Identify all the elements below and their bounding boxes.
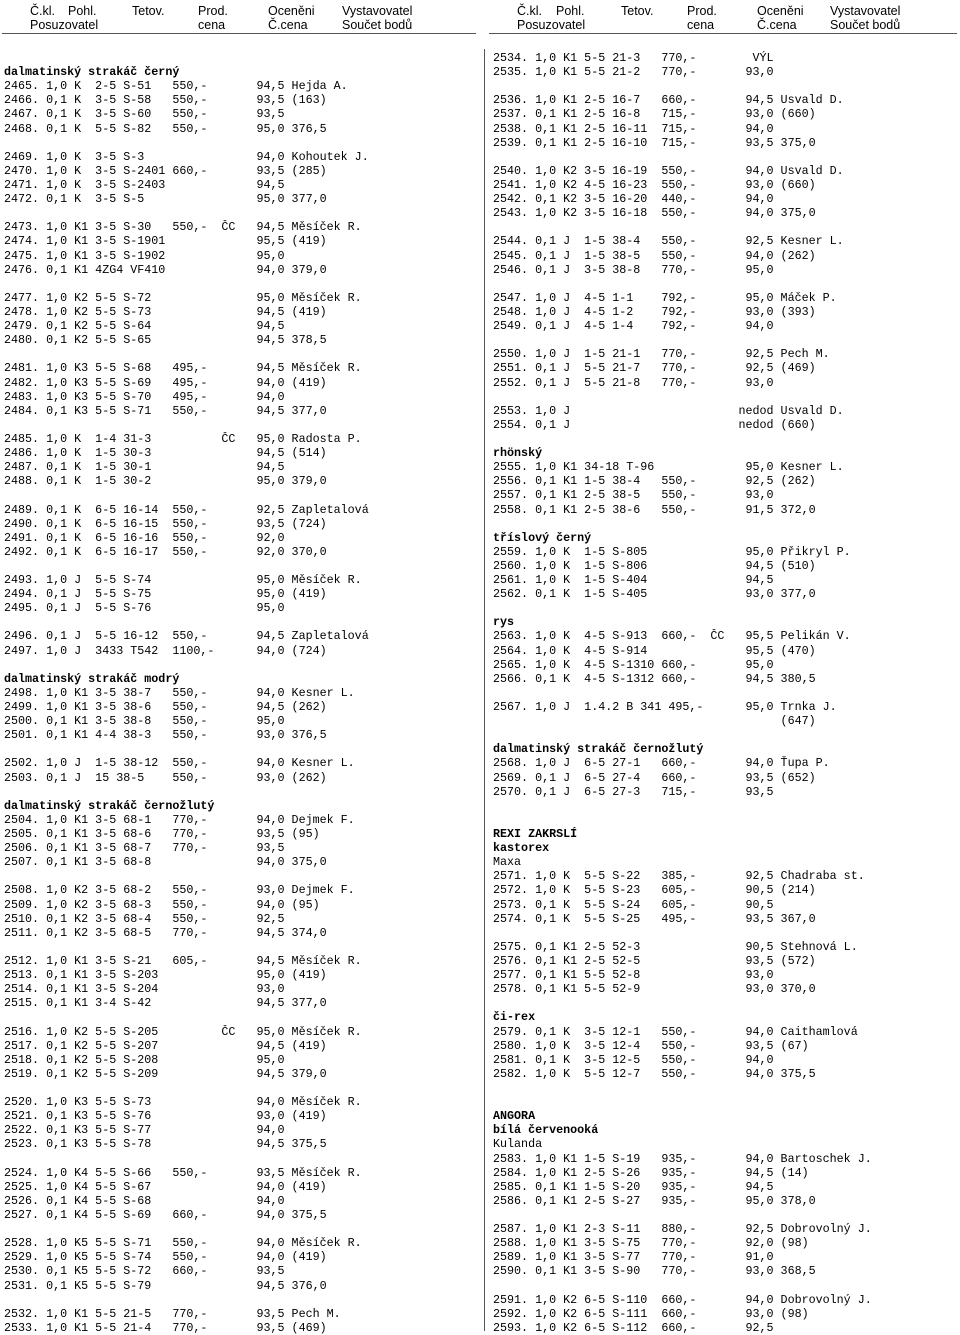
section-heading: dalmatinský strakáč černožlutý — [4, 798, 215, 813]
header-posuzovatel: Posuzovatel — [517, 18, 586, 32]
header-soucet-bodu: Součet bodů — [342, 18, 413, 32]
header-vystavovatel: Vystavovatel — [830, 4, 901, 18]
entry-row: 2578. 0,1 K1 5-5 52-9 93,0 370,0 — [493, 982, 816, 997]
entry-row: 2509. 1,0 K2 3-5 68-3 550,- 94,0 (95) — [4, 897, 320, 912]
listing-left-column — [4, 51, 476, 1335]
entry-row: 2506. 0,1 K1 3-5 68-7 770,- 93,5 — [4, 841, 285, 856]
entry-row: 2492. 0,1 K 6-5 16-17 550,- 92,0 370,0 — [4, 544, 327, 559]
header-posuzovatel: Posuzovatel — [30, 18, 99, 32]
entry-row: 2569. 0,1 J 6-5 27-4 660,- 93,5 (652) — [493, 770, 816, 785]
spacer — [4, 51, 476, 65]
entry-row: 2494. 0,1 J 5-5 S-75 95,0 (419) — [4, 587, 327, 602]
entry-row: 2511. 0,1 K2 3-5 68-5 770,- 94,5 374,0 — [4, 925, 327, 940]
section-heading: ANGORA — [493, 1109, 536, 1124]
entry-row: 2531. 0,1 K5 5-5 S-79 94,5 376,0 — [4, 1278, 327, 1293]
spacer — [4, 347, 476, 361]
entry-row: 2539. 0,1 K1 2-5 16-10 715,- 93,5 375,0 — [493, 135, 816, 150]
spacer — [493, 926, 955, 940]
column-divider — [484, 49, 485, 1331]
entry-row: 2590. 0,1 K1 3-5 S-90 770,- 93,0 368,5 — [493, 1264, 816, 1279]
entry-row: 2534. 1,0 K1 5-5 21-3 770,- VÝL — [493, 51, 774, 65]
header-pohlavi: Pohl. — [556, 4, 585, 18]
entry-row: 2559. 1,0 K 1-5 S-805 95,0 Přikryl P. — [493, 544, 851, 559]
entry-row: 2589. 1,0 K1 3-5 S-77 770,- 91,0 — [493, 1250, 774, 1265]
entry-row: 2504. 1,0 K1 3-5 68-1 770,- 94,0 Dejmek F. — [4, 812, 355, 827]
entry-row: 2527. 0,1 K4 5-5 S-69 660,- 94,0 375,5 — [4, 1207, 327, 1222]
spacer — [493, 390, 955, 404]
entry-row: 2483. 1,0 K3 5-5 S-70 495,- 94,0 — [4, 389, 285, 404]
entry-row: 2591. 1,0 K2 6-5 S-110 660,- 94,0 Dobrovolný J. — [493, 1292, 872, 1307]
header-cena: cena — [198, 18, 226, 32]
entry-row: 2479. 0,1 K2 5-5 S-64 94,5 — [4, 319, 285, 334]
spacer — [4, 1222, 476, 1236]
entry-row: 2592. 1,0 K2 6-5 S-111 660,- 93,0 (98) — [493, 1306, 809, 1321]
entry-row: 2522. 0,1 K3 5-5 S-77 94,0 — [4, 1123, 285, 1138]
spacer — [4, 785, 476, 799]
entry-row: 2503. 0,1 J 15 38-5 550,- 93,0 (262) — [4, 770, 327, 785]
spacer — [493, 996, 955, 1010]
spacer — [4, 940, 476, 954]
entry-row: 2568. 1,0 J 6-5 27-1 660,- 94,0 Ťupa P. — [493, 756, 830, 771]
entry-row: 2552. 0,1 J 5-5 21-8 770,- 93,0 — [493, 375, 774, 390]
entry-row: 2521. 0,1 K3 5-5 S-76 93,0 (419) — [4, 1109, 327, 1124]
spacer — [4, 1010, 476, 1024]
spacer — [4, 1081, 476, 1095]
entry-row: 2499. 1,0 K1 3-5 38-6 550,- 94,5 (262) — [4, 700, 327, 715]
entry-row: 2524. 1,0 K4 5-5 S-66 550,- 93,5 Měsíček R. — [4, 1165, 362, 1180]
listing-right-column — [493, 51, 955, 1335]
entry-row: 2542. 0,1 K2 3-5 16-20 440,- 94,0 — [493, 192, 774, 207]
entry-row: 2587. 1,0 K1 2-3 S-11 880,- 92,5 Dobrovolný J. — [493, 1222, 872, 1237]
entry-row: 2500. 0,1 K1 3-5 38-8 550,- 95,0 — [4, 714, 285, 729]
entry-row: 2563. 1,0 K 4-5 S-913 660,- ČC 95,5 Pelikán V. — [493, 629, 851, 644]
spacer — [493, 728, 955, 742]
spacer — [493, 601, 955, 615]
entry-row: 2476. 0,1 K1 4ZG4 VF410 94,0 379,0 — [4, 262, 327, 277]
entry-row: 2546. 0,1 J 3-5 38-8 770,- 95,0 — [493, 262, 774, 277]
entry-row: 2487. 0,1 K 1-5 30-1 94,5 — [4, 460, 285, 475]
entry-row: 2465. 1,0 K 2-5 S-51 550,- 94,5 Hejda A. — [4, 79, 348, 94]
entry-row: 2575. 0,1 K1 2-5 52-3 90,5 Stehnová L. — [493, 939, 858, 954]
spacer — [493, 517, 955, 531]
spacer — [493, 686, 955, 700]
entry-row: 2518. 0,1 K2 5-5 S-208 95,0 — [4, 1052, 285, 1067]
header-cislo-klece: Č.kl. — [30, 4, 55, 18]
entry-row: 2588. 1,0 K1 3-5 S-75 770,- 92,0 (98) — [493, 1236, 809, 1251]
header-prodejni: Prod. — [687, 4, 717, 18]
entry-row: 2570. 0,1 J 6-5 27-3 715,- 93,5 — [493, 784, 774, 799]
entry-row: 2530. 0,1 K5 5-5 S-72 660,- 93,5 — [4, 1264, 285, 1279]
spacer — [493, 220, 955, 234]
entry-row: 2532. 1,0 K1 5-5 21-5 770,- 93,5 Pech M. — [4, 1306, 341, 1321]
entry-row: 2535. 1,0 K1 5-5 21-2 770,- 93,0 — [493, 65, 774, 80]
entry-row: 2593. 1,0 K2 6-5 S-112 660,- 92,5 — [493, 1320, 774, 1335]
entry-row: 2529. 1,0 K5 5-5 S-74 550,- 94,0 (419) — [4, 1250, 327, 1265]
entry-row: 2471. 1,0 K 3-5 S-2403 94,5 — [4, 177, 285, 192]
header-pohlavi: Pohl. — [68, 4, 97, 18]
entry-row: 2551. 0,1 J 5-5 21-7 770,- 92,5 (469) — [493, 361, 816, 376]
spacer — [4, 559, 476, 573]
entry-row: 2501. 0,1 K1 4-4 38-3 550,- 93,0 376,5 — [4, 728, 327, 743]
header-tetovani: Tetov. — [132, 4, 165, 18]
entry-row: 2517. 0,1 K2 5-5 S-207 94,5 (419) — [4, 1038, 327, 1053]
entry-row: 2481. 1,0 K3 5-5 S-68 495,- 94,5 Měsíček R. — [4, 361, 362, 376]
entry-row: 2558. 0,1 K1 2-5 38-6 550,- 91,5 372,0 — [493, 502, 816, 517]
entry-row: 2498. 1,0 K1 3-5 38-7 550,- 94,0 Kesner L. — [4, 685, 355, 700]
entry-row: 2544. 0,1 J 1-5 38-4 550,- 92,5 Kesner L. — [493, 234, 844, 249]
entry-row: 2564. 1,0 K 4-5 S-914 95,5 (470) — [493, 643, 816, 658]
entry-row: 2489. 0,1 K 6-5 16-14 550,- 92,5 Zapletalová — [4, 502, 369, 517]
section-heading: rhönský — [493, 446, 543, 461]
entry-row: 2469. 1,0 K 3-5 S-3 94,0 Kohoutek J. — [4, 149, 369, 164]
entry-row: 2574. 0,1 K 5-5 S-25 495,- 93,5 367,0 — [493, 911, 816, 926]
spacer — [493, 1095, 955, 1109]
header-vystavovatel: Vystavovatel — [342, 4, 413, 18]
entry-row: 2514. 0,1 K1 3-5 S-204 93,0 — [4, 982, 285, 997]
entry-row: 2553. 1,0 J nedod Usvald D. — [493, 403, 844, 418]
entry-row: 2505. 0,1 K1 3-5 68-6 770,- 93,5 (95) — [4, 827, 320, 842]
section-heading: dalmatinský strakáč modrý — [4, 671, 180, 686]
entry-row: 2508. 1,0 K2 3-5 68-2 550,- 93,0 Dejmek F. — [4, 883, 355, 898]
entry-row: 2577. 0,1 K1 5-5 52-8 93,0 — [493, 968, 774, 983]
entry-row: 2515. 0,1 K1 3-4 S-42 94,5 377,0 — [4, 996, 327, 1011]
header-c-cena: Č.cena — [268, 18, 308, 32]
entry-row: 2543. 1,0 K2 3-5 16-18 550,- 94,0 375,0 — [493, 206, 816, 221]
header-oceneni: Oceněni — [757, 4, 804, 18]
entry-row: 2482. 1,0 K3 5-5 S-69 495,- 94,0 (419) — [4, 375, 327, 390]
spacer — [493, 1081, 955, 1095]
entry-row: 2467. 0,1 K 3-5 S-60 550,- 93,5 — [4, 107, 285, 122]
column-header-left — [2, 3, 476, 34]
entry-row: 2497. 1,0 J 3433 T542 1100,- 94,0 (724) — [4, 643, 327, 658]
entry-row: 2526. 0,1 K4 5-5 S-68 94,0 — [4, 1193, 285, 1208]
entry-row: 2477. 1,0 K2 5-5 S-72 95,0 Měsíček R. — [4, 290, 362, 305]
entry-row: 2507. 0,1 K1 3-5 68-8 94,0 375,0 — [4, 855, 327, 870]
entry-row: 2519. 0,1 K2 5-5 S-209 94,5 379,0 — [4, 1066, 327, 1081]
section-heading: dalmatinský strakáč černý — [4, 65, 180, 80]
entry-row: 2555. 1,0 K1 34-18 T-96 95,0 Kesner L. — [493, 460, 844, 475]
entry-row: 2472. 0,1 K 3-5 S-5 95,0 377,0 — [4, 192, 327, 207]
spacer — [493, 333, 955, 347]
spacer — [4, 136, 476, 150]
entry-row: 2486. 1,0 K 1-5 30-3 94,5 (514) — [4, 446, 327, 461]
entry-row: 2573. 0,1 K 5-5 S-24 605,- 90,5 — [493, 897, 774, 912]
entry-row: 2567. 1,0 J 1.4.2 B 341 495,- 95,0 Trnka J. — [493, 700, 837, 715]
spacer — [4, 869, 476, 883]
entry-row: 2561. 1,0 K 1-5 S-404 94,5 — [493, 573, 774, 588]
entry-row: 2523. 0,1 K3 5-5 S-78 94,5 375,5 — [4, 1137, 327, 1152]
entry-row: 2528. 1,0 K5 5-5 S-71 550,- 94,0 Měsíček R. — [4, 1236, 362, 1251]
entry-row: 2478. 1,0 K2 5-5 S-73 94,5 (419) — [4, 304, 327, 319]
entry-row: 2533. 1,0 K1 5-5 21-4 770,- 93,5 (469) — [4, 1320, 327, 1335]
spacer — [4, 615, 476, 629]
entry-row: 2576. 0,1 K1 2-5 52-5 93,5 (572) — [493, 954, 816, 968]
entry-row: 2484. 0,1 K3 5-5 S-71 550,- 94,5 377,0 — [4, 403, 327, 418]
entry-row: 2579. 0,1 K 3-5 12-1 550,- 94,0 Caithamlová — [493, 1024, 858, 1039]
spacer — [493, 1208, 955, 1222]
entry-row: 2485. 1,0 K 1-4 31-3 ČC 95,0 Radosta P. — [4, 431, 362, 446]
entry-row: 2470. 1,0 K 3-5 S-2401 660,- 93,5 (285) — [4, 163, 327, 178]
spacer — [4, 488, 476, 502]
entry-row: 2480. 0,1 K2 5-5 S-65 94,5 378,5 — [4, 333, 327, 348]
entry-row: 2493. 1,0 J 5-5 S-74 95,0 Měsíček R. — [4, 573, 362, 588]
entry-row: 2541. 1,0 K2 4-5 16-23 550,- 93,0 (660) — [493, 177, 816, 192]
spacer — [493, 799, 955, 813]
column-header-right — [489, 3, 957, 34]
entry-row: 2554. 0,1 J nedod (660) — [493, 417, 816, 432]
entry-row: 2495. 0,1 J 5-5 S-76 95,0 — [4, 601, 285, 616]
header-oceneni: Oceněni — [268, 4, 315, 18]
section-heading: bílá červenooká — [493, 1123, 599, 1138]
entry-row: 2580. 1,0 K 3-5 12-4 550,- 93,5 (67) — [493, 1038, 809, 1053]
entry-row: 2512. 1,0 K1 3-5 S-21 605,- 94,5 Měsíček R. — [4, 954, 362, 968]
entry-row: 2571. 1,0 K 5-5 S-22 385,- 92,5 Chadraba st. — [493, 869, 865, 884]
entry-row: 2496. 0,1 J 5-5 16-12 550,- 94,5 Zapletalová — [4, 629, 369, 644]
spacer — [493, 150, 955, 164]
entry-row: 2572. 1,0 K 5-5 S-23 605,- 90,5 (214) — [493, 883, 816, 898]
spacer — [4, 277, 476, 291]
entry-row: 2525. 1,0 K4 5-5 S-67 94,0 (419) — [4, 1179, 327, 1194]
entry-row: 2557. 0,1 K1 2-5 38-5 550,- 93,0 — [493, 488, 774, 503]
entry-row: 2538. 0,1 K1 2-5 16-11 715,- 94,0 — [493, 121, 774, 136]
entry-row: 2584. 1,0 K1 2-5 S-26 935,- 94,5 (14) — [493, 1165, 809, 1180]
header-c-cena: Č.cena — [757, 18, 797, 32]
header-soucet-bodu: Součet bodů — [830, 18, 901, 32]
spacer — [4, 1152, 476, 1166]
entry-row: 2585. 0,1 K1 1-5 S-20 935,- 94,5 — [493, 1179, 774, 1194]
entry-row: 2586. 0,1 K1 2-5 S-27 935,- 95,0 378,0 — [493, 1193, 816, 1208]
spacer — [4, 658, 476, 672]
entry-row: 2516. 1,0 K2 5-5 S-205 ČC 95,0 Měsíček R. — [4, 1024, 362, 1039]
spacer — [493, 1279, 955, 1293]
entry-row: 2466. 0,1 K 3-5 S-58 550,- 93,5 (163) — [4, 93, 327, 108]
entry-row: 2474. 1,0 K1 3-5 S-1901 95,5 (419) — [4, 234, 327, 249]
spacer — [4, 1293, 476, 1307]
entry-row: 2513. 0,1 K1 3-5 S-203 95,0 (419) — [4, 968, 327, 983]
spacer — [4, 742, 476, 756]
spacer — [493, 432, 955, 446]
entry-row: 2520. 1,0 K3 5-5 S-73 94,0 Měsíček R. — [4, 1095, 362, 1110]
entry-row: 2502. 1,0 J 1-5 38-12 550,- 94,0 Kesner L. — [4, 756, 355, 771]
entry-row: 2540. 1,0 K2 3-5 16-19 550,- 94,0 Usvald D. — [493, 163, 844, 178]
spacer — [4, 418, 476, 432]
section-heading: dalmatinský strakáč černožlutý — [493, 742, 704, 757]
entry-row: 2562. 0,1 K 1-5 S-405 93,0 377,0 — [493, 587, 816, 602]
entry-row: 2473. 1,0 K1 3-5 S-30 550,- ČC 94,5 Měsíček R. — [4, 220, 362, 235]
entry-row: 2547. 1,0 J 4-5 1-1 792,- 95,0 Máček P. — [493, 290, 837, 305]
entry-row: 2583. 1,0 K1 1-5 S-19 935,- 94,0 Bartoschek J. — [493, 1151, 872, 1166]
header-cena: cena — [687, 18, 715, 32]
header-tetovani: Tetov. — [621, 4, 654, 18]
entry-row: 2566. 0,1 K 4-5 S-1312 660,- 94,5 380,5 — [493, 671, 816, 686]
spacer — [493, 813, 955, 827]
header-prodejni: Prod. — [198, 4, 228, 18]
entry-row: 2490. 0,1 K 6-5 16-15 550,- 93,5 (724) — [4, 516, 327, 531]
section-heading: REXI ZAKRSLÍ — [493, 827, 578, 842]
section-heading: tříslový černý — [493, 530, 592, 545]
entry-row: 2565. 1,0 K 4-5 S-1310 660,- 95,0 — [493, 657, 774, 672]
header-cislo-klece: Č.kl. — [517, 4, 542, 18]
entry-row: 2549. 0,1 J 4-5 1-4 792,- 94,0 — [493, 319, 774, 334]
entry-row: Kulanda — [493, 1137, 543, 1152]
entry-row: 2536. 1,0 K1 2-5 16-7 660,- 94,5 Usvald D. — [493, 93, 844, 108]
entry-row: (647) — [493, 714, 816, 729]
entry-row: 2491. 0,1 K 6-5 16-16 550,- 92,0 — [4, 530, 285, 545]
entry-row: 2545. 0,1 J 1-5 38-5 550,- 94,0 (262) — [493, 248, 816, 263]
entry-row: 2582. 1,0 K 5-5 12-7 550,- 94,0 375,5 — [493, 1066, 816, 1081]
section-heading: kastorex — [493, 841, 550, 856]
entry-row: 2550. 1,0 J 1-5 21-1 770,- 92,5 Pech M. — [493, 347, 830, 362]
entry-row: 2475. 1,0 K1 3-5 S-1902 95,0 — [4, 248, 285, 263]
spacer — [493, 277, 955, 291]
spacer — [493, 79, 955, 93]
section-heading: či-rex — [493, 1010, 536, 1025]
entry-row: 2488. 0,1 K 1-5 30-2 95,0 379,0 — [4, 474, 327, 489]
section-heading: rys — [493, 615, 515, 630]
spacer — [4, 206, 476, 220]
entry-row: 2537. 0,1 K1 2-5 16-8 715,- 93,0 (660) — [493, 107, 816, 122]
entry-row: 2560. 1,0 K 1-5 S-806 94,5 (510) — [493, 558, 816, 573]
entry-row: 2510. 0,1 K2 3-5 68-4 550,- 92,5 — [4, 911, 285, 926]
entry-row: 2581. 0,1 K 3-5 12-5 550,- 94,0 — [493, 1052, 774, 1067]
entry-row: 2548. 1,0 J 4-5 1-2 792,- 93,0 (393) — [493, 304, 816, 319]
entry-row: Maxa — [493, 855, 522, 870]
entry-row: 2468. 0,1 K 5-5 S-82 550,- 95,0 376,5 — [4, 121, 327, 136]
entry-row: 2556. 0,1 K1 1-5 38-4 550,- 92,5 (262) — [493, 474, 816, 489]
